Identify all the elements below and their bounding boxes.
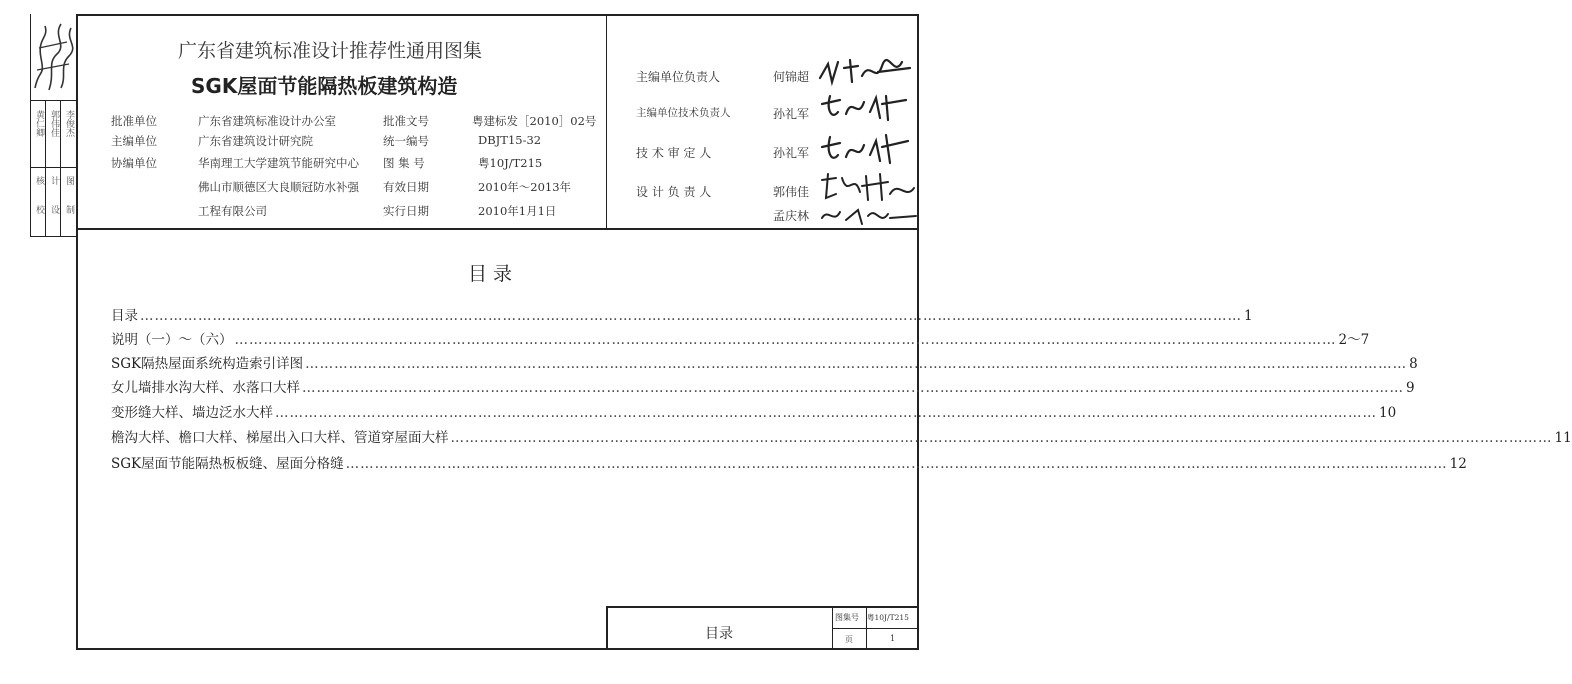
co-unit-label: 协编单位 bbox=[111, 156, 157, 170]
toc-item-page: 8 bbox=[1409, 356, 1418, 372]
toc-item-label: SGK屋面节能隔热板板缝、屋面分格缝 bbox=[111, 456, 344, 472]
co-unit-value-2: 佛山市顺德区大良顺冠防水补强 bbox=[198, 180, 359, 194]
side-label-6: 制 bbox=[64, 205, 74, 214]
toc-item-3[interactable] bbox=[111, 352, 1418, 372]
signature-sun-2 bbox=[818, 131, 913, 167]
chief-unit-value: 广东省建筑设计研究院 bbox=[198, 134, 313, 148]
toc-item-6[interactable] bbox=[111, 426, 1572, 446]
design-lead-name-1: 郭伟佳 bbox=[773, 185, 810, 199]
tech-head-name: 孙礼军 bbox=[773, 107, 810, 121]
side-label-3: 图 bbox=[64, 176, 74, 185]
signature-meng bbox=[818, 204, 918, 228]
toc-item-label: 变形缝大样、墙边泛水大样 bbox=[111, 405, 273, 421]
title-block-left bbox=[606, 606, 608, 650]
atlas-no-label: 图 集 号 bbox=[383, 156, 425, 170]
title-block-name: 目录 bbox=[705, 626, 733, 642]
unified-no-label: 统一编号 bbox=[383, 134, 429, 148]
valid-date-value: 2010年～2013年 bbox=[478, 180, 572, 194]
toc-item-label: 目录 bbox=[111, 308, 138, 324]
toc-item-page: 11 bbox=[1554, 430, 1572, 446]
toc-item-label: SGK隔热屋面系统构造索引详图 bbox=[111, 356, 304, 372]
signature-sun-1 bbox=[818, 90, 913, 126]
co-unit-value-3: 工程有限公司 bbox=[198, 204, 267, 218]
toc-item-1[interactable] bbox=[111, 304, 1253, 324]
toc-leader-dots: ………………………………………………………………………………………………………………………………………………………………………………………………………… bbox=[302, 380, 1404, 396]
side-signature-1 bbox=[31, 18, 75, 98]
title-block-top bbox=[606, 606, 919, 608]
title-block-atlas-label: 图集号 bbox=[835, 613, 859, 622]
toc-leader-dots: ………………………………………………………………………………………………………………………………………………………………………………………………………… bbox=[450, 430, 1553, 446]
toc-item-page: 2～7 bbox=[1338, 332, 1370, 348]
title-block-page-no: 1 bbox=[890, 634, 896, 643]
toc-item-page: 9 bbox=[1406, 380, 1415, 396]
title-block-atlas-no: 粤10J/T215 bbox=[867, 613, 909, 622]
toc-item-page: 12 bbox=[1449, 456, 1467, 472]
header-divider bbox=[76, 228, 919, 230]
side-name-2: 郭伟佳 bbox=[49, 110, 59, 137]
tech-head-label: 主编单位技术负责人 bbox=[636, 107, 731, 119]
design-lead-label: 设 计 负 责 人 bbox=[636, 185, 712, 199]
chief-unit-head-name: 何锦超 bbox=[773, 70, 810, 84]
toc-item-4[interactable] bbox=[111, 376, 1415, 396]
design-lead-name-2: 孟庆林 bbox=[773, 209, 810, 223]
toc-item-label: 檐沟大样、檐口大样、梯屋出入口大样、管道穿屋面大样 bbox=[111, 430, 449, 446]
approval-unit-label: 批准单位 bbox=[111, 114, 157, 128]
series-title: 广东省建筑标准设计推荐性通用图集 bbox=[178, 40, 483, 62]
effective-date-label: 实行日期 bbox=[383, 204, 429, 218]
signature-guo bbox=[818, 170, 918, 204]
chief-unit-head-label: 主编单位负责人 bbox=[636, 70, 721, 84]
approval-doc-label: 批准文号 bbox=[383, 114, 429, 128]
toc-item-5[interactable] bbox=[111, 401, 1397, 421]
toc-leader-dots: ………………………………………………………………………………………………………………………………………………………………………………………………………… bbox=[305, 356, 1408, 372]
atlas-no-value: 粤10J/T215 bbox=[478, 156, 543, 170]
title-block-row-sep bbox=[832, 628, 919, 629]
toc-item-2[interactable] bbox=[111, 328, 1370, 348]
side-strip-line-1 bbox=[30, 100, 76, 101]
chief-unit-label: 主编单位 bbox=[111, 134, 157, 148]
side-label-1: 核 bbox=[34, 176, 44, 185]
effective-date-value: 2010年1月1日 bbox=[478, 204, 557, 218]
side-name-3: 李俊杰 bbox=[64, 110, 74, 137]
header-right-divider bbox=[606, 14, 607, 229]
side-strip-line-2 bbox=[30, 167, 76, 168]
toc-item-7[interactable] bbox=[111, 452, 1467, 472]
tech-review-label: 技 术 审 定 人 bbox=[636, 146, 712, 160]
signature-he bbox=[818, 56, 913, 88]
side-label-2: 计 bbox=[49, 176, 59, 185]
side-strip-line-3 bbox=[30, 236, 76, 237]
toc-leader-dots: ………………………………………………………………………………………………………………………………………………………………………………………………………… bbox=[140, 308, 1242, 324]
co-unit-value-1: 华南理工大学建筑节能研究中心 bbox=[198, 156, 359, 170]
toc-item-label: 说明（一）～（六） bbox=[111, 332, 233, 348]
toc-item-page: 10 bbox=[1379, 405, 1397, 421]
side-name-1: 黄仁卿 bbox=[34, 110, 44, 137]
title-block-page-label: 页 bbox=[845, 635, 853, 644]
tech-review-name: 孙礼军 bbox=[773, 146, 810, 160]
toc-item-label: 女儿墙排水沟大样、水落口大样 bbox=[111, 380, 300, 396]
side-label-5: 设 bbox=[49, 205, 59, 214]
toc-leader-dots: ………………………………………………………………………………………………………………………………………………………………………………………………………… bbox=[275, 405, 1377, 421]
main-title: SGK屋面节能隔热板建筑构造 bbox=[191, 74, 458, 98]
unified-no-value: DBJT15-32 bbox=[478, 133, 542, 147]
side-label-4: 校 bbox=[34, 205, 44, 214]
toc-heading: 目 录 bbox=[468, 263, 513, 285]
toc-item-page: 1 bbox=[1244, 308, 1253, 324]
approval-unit-value: 广东省建筑标准设计办公室 bbox=[198, 114, 336, 128]
toc-leader-dots: ………………………………………………………………………………………………………………………………………………………………………………………………………… bbox=[234, 332, 1337, 348]
toc-leader-dots: ………………………………………………………………………………………………………………………………………………………………………………………………………… bbox=[345, 456, 1448, 472]
approval-doc-value: 粤建标发［2010］02号 bbox=[472, 114, 597, 128]
valid-date-label: 有效日期 bbox=[383, 180, 429, 194]
